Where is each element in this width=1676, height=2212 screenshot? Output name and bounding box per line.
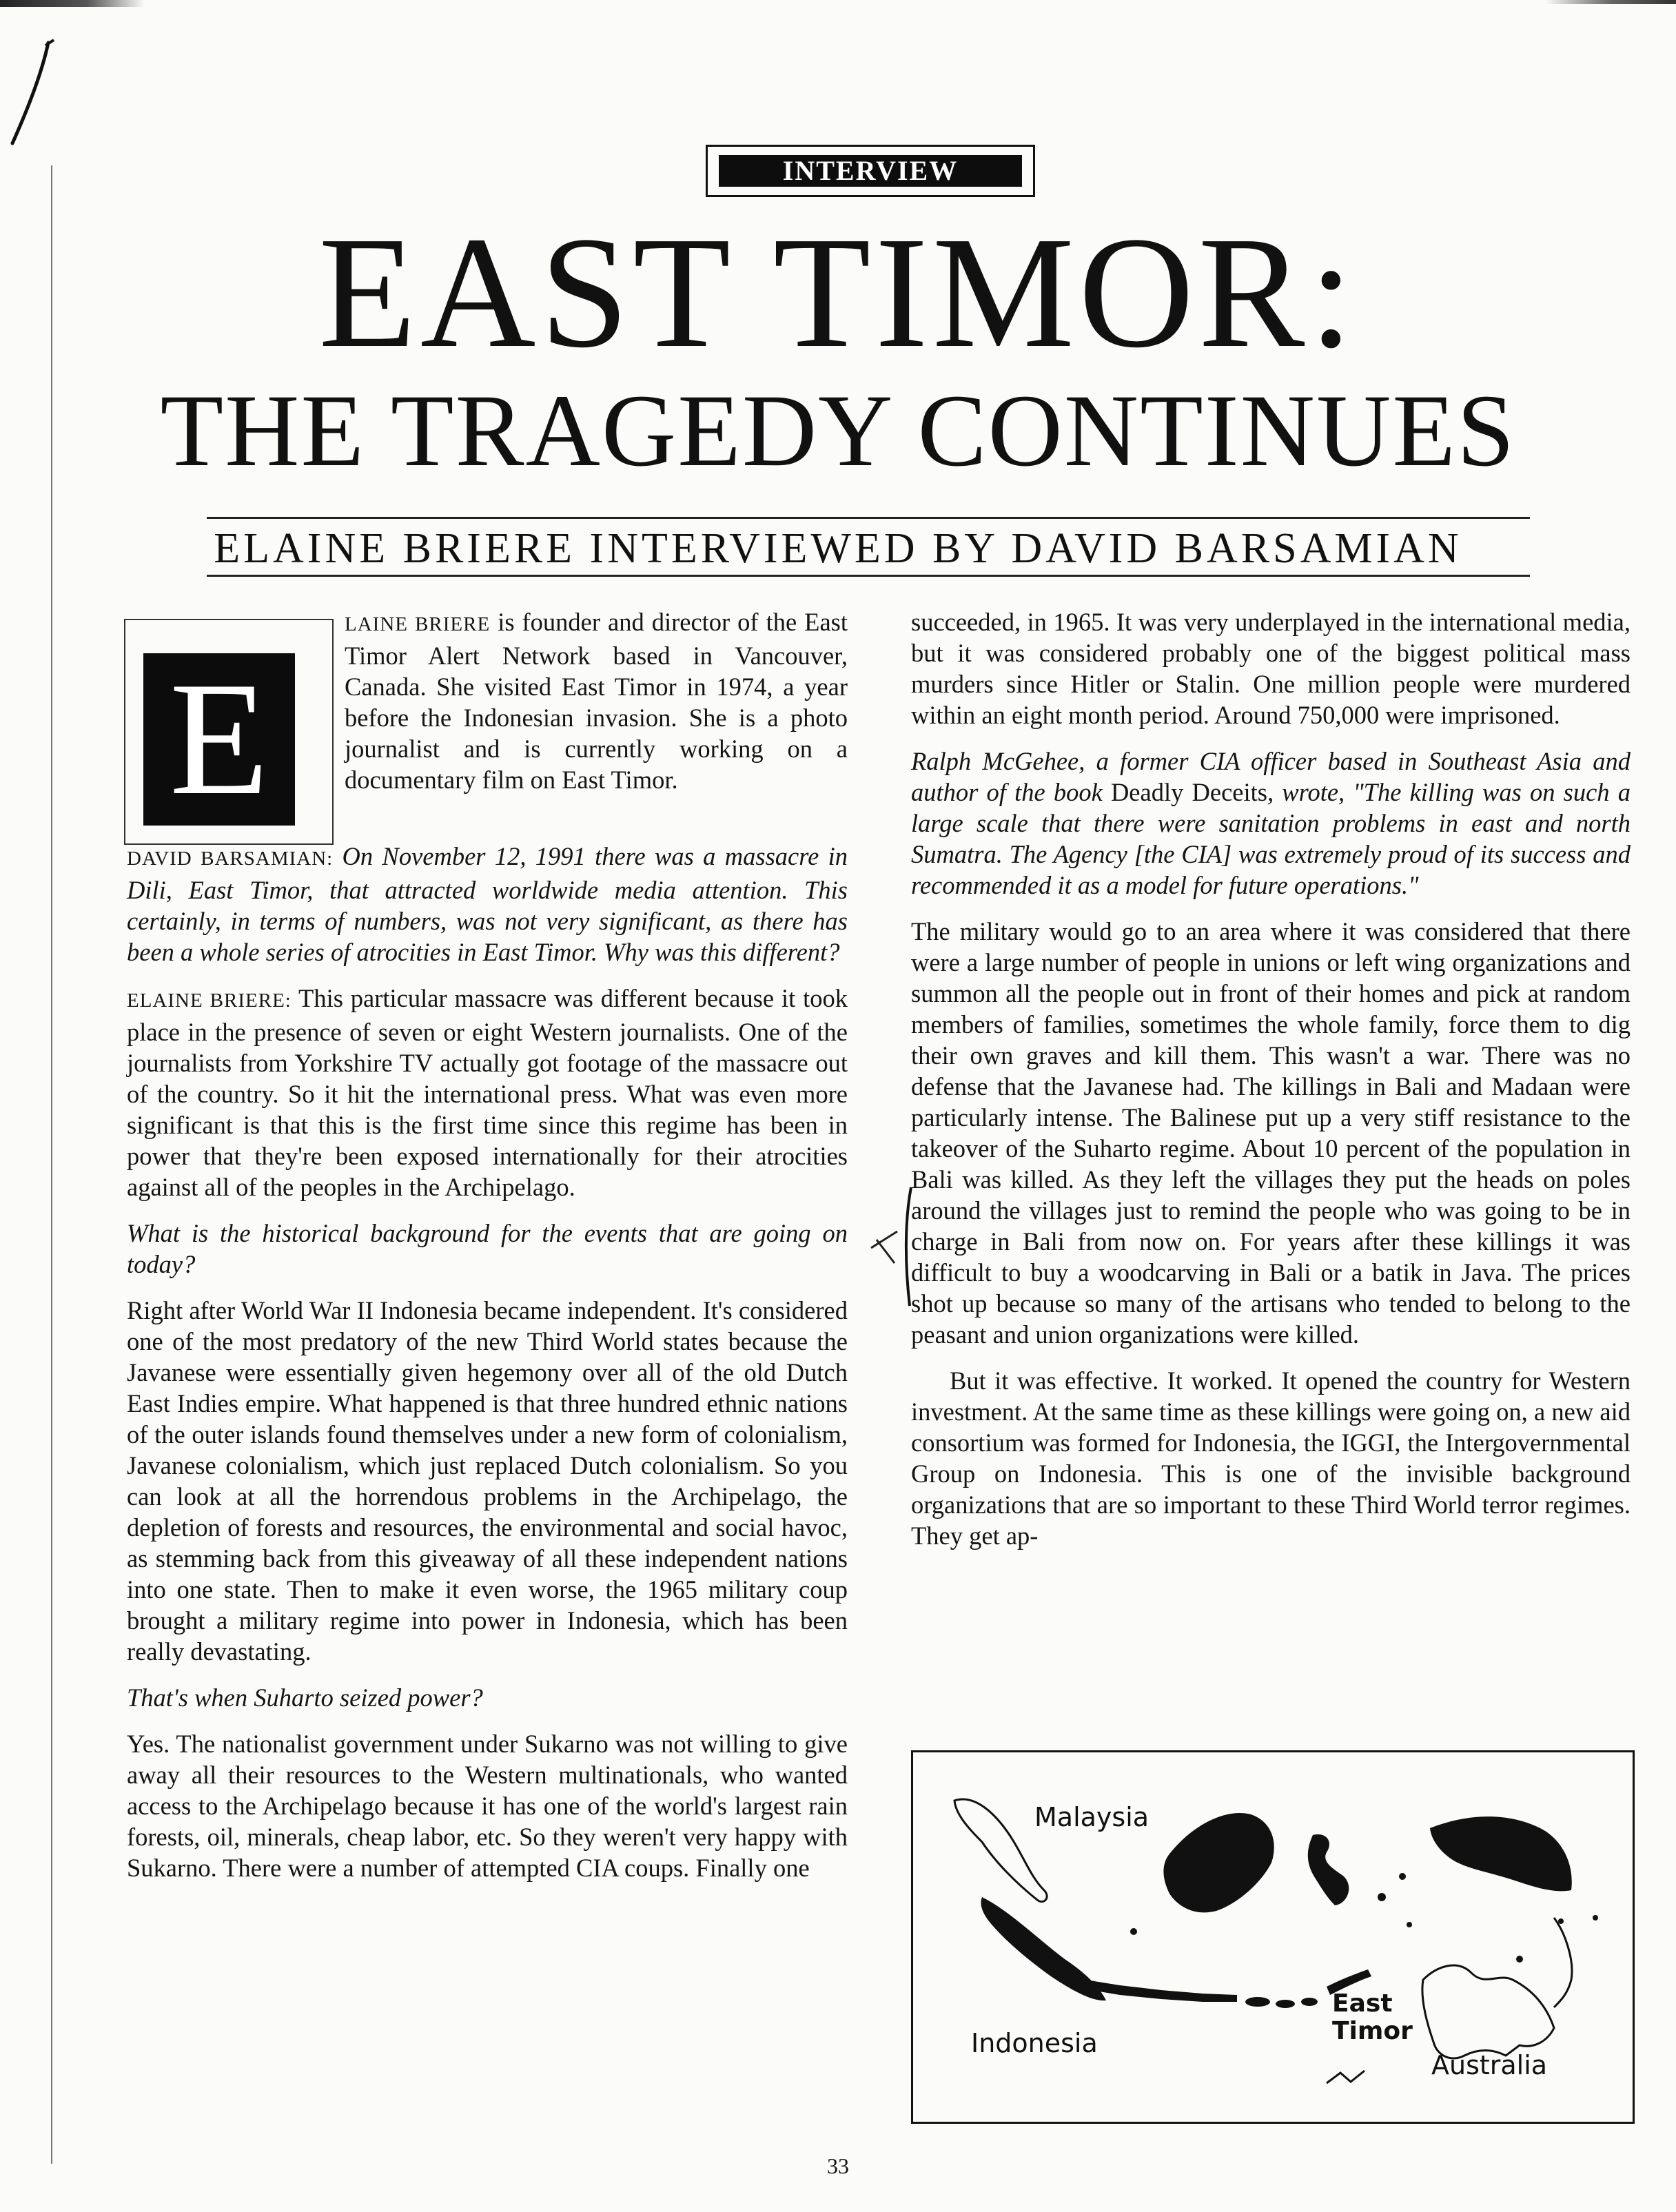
question-text: Ralph McGehee, a former CIA officer based in Southeast Asia and author of the book bbox=[911, 747, 1631, 806]
interview-answer: But it was effective. It worked. It opened the country for Western investment. At the same time as these killings were going on, a new aid consortium was formed for Indonesia, the IGGI, the Intergovernmental Group on Indonesia. This is one of the invisible background organizations that are so important to these Third World terror regimes. They get ap- bbox=[911, 1366, 1631, 1550]
byline-rule-top bbox=[207, 517, 1530, 519]
interview-question: That's when Suharto seized power? bbox=[127, 1683, 483, 1712]
question-text: On November 12, 1991 there was a massacre in Dili, East Timor, that attracted worldwide media attention. This certainly, in terms of numbers, was not very significant, as there has been a whole series of atrocities in East Timor. Why was this different? bbox=[127, 842, 848, 966]
scan-edge-shadow bbox=[1545, 0, 1676, 4]
answer-text: This particular massacre was different because it took place in the presence of seven or eight Western journalists. One of the journalists from Yorkshire TV actually got footage of the massacre out of the country. So it hit the international press. What was even more significant is that this is the first time since this regime has been in power that they're been exposed internationally for their atrocities against all of the peoples in the Archipelago. bbox=[127, 984, 848, 1201]
intro-paragraph bbox=[345, 606, 848, 816]
map-label-indonesia: Indonesia bbox=[971, 2028, 1098, 2058]
interview-answer: Yes. The nationalist government under Sukarno was not willing to give away all their resources to the Western multinationals, who wanted access to the Archipelago because it has one of the world's largest rain forests, oil, minerals, cheap labor, etc. So they weren't very happy with Sukarno. There were a number of attempted CIA coups. Finally one bbox=[127, 1730, 848, 1882]
intro-lead: LAINE BRIERE bbox=[345, 613, 491, 635]
interview-question bbox=[127, 841, 848, 967]
margin-annotation-mark bbox=[870, 1182, 918, 1313]
byline-rule-bottom bbox=[207, 575, 1530, 577]
page-number: 33 bbox=[827, 2153, 849, 2178]
speaker-label: DAVID BARSAMIAN: bbox=[127, 848, 334, 870]
scan-edge-shadow bbox=[0, 0, 145, 7]
answer-continuation: succeeded, in 1965. It was very underplayed in the international media, but it was considered probably one of the biggest political mass murders since Hitler or Stalin. One million people were murdered within an eight month period. Around 750,000 were imprisoned. bbox=[911, 608, 1631, 729]
article-column-right bbox=[911, 606, 1631, 1566]
map-label-malaysia: Malaysia bbox=[1034, 1802, 1149, 1832]
map-figure bbox=[911, 1750, 1635, 2124]
article-column-left bbox=[127, 606, 848, 1898]
interview-answer: Right after World War II Indonesia became independent. It's considered one of the most predatory of the new Third World states because the Javanese were essentially given hegemony over all of the old Dutch East Indies empire. What happened is that three hundred ethnic nations of the outer islands found themselves under a new form of colonialism, Javanese colonialism, which just replaced Dutch colonialism. So you can look at all the horrendous problems in the Archipelago, the depletion of forests and resources, the environmental and social havoc, as stemming back from this giveaway of all these independent nations into one state. Then to make it even worse, the 1965 military coup brought a military regime into power in Indonesia, which has been really devastating. bbox=[127, 1296, 848, 1666]
byline: ELAINE BRIERE INTERVIEWED BY DAVID BARSAMIAN bbox=[214, 525, 1462, 572]
interview-answer: The military would go to an area where it was considered that there were a large number of people in unions or left wing organizations and summon all the people out in front of their homes and pick at random members of families, sometimes the whole family, force them to dig their own graves and kill them. This wasn't a war. There was no defense that the Javanese had. The killings in Bali and Madaan were particularly intense. The Balinese put up a very stiff resistance to the takeover of the Suharto regime. About 10 percent of the population in Bali was killed. As they left the villages they put the heads on poles around the villages just to remind the people who was going to be in charge in Bali from now on. For years after these killings it was difficult to buy a woodcarving in Bali or a batik in Java. The prices shot up because so many of the artisans who tended to belong to the peasant and union organizations were killed. bbox=[911, 917, 1631, 1349]
interview-question: What is the historical background for the events that are going on today? bbox=[127, 1219, 848, 1278]
interview-question bbox=[911, 746, 1631, 901]
drop-cap: E bbox=[143, 653, 295, 826]
intro-text: is founder and director of the East Timor Alert Network based in Vancouver, Canada. She visited East Timor in 1974, a year before the Indonesian invasion. She is a photo journalist and is currently working on a documentary film on East Timor. bbox=[345, 608, 848, 794]
headline-line-2: THE TRAGEDY CONTINUES bbox=[160, 373, 1516, 488]
section-tag bbox=[706, 145, 1035, 197]
question-text: , wrote, "The killing was on such a large scale that there were sanitation problems in east and north Sumatra. The Agency [the CIA] was extremely proud of its success and recommended it as a model for future operations." bbox=[911, 778, 1631, 899]
headline-line-1: EAST TIMOR: bbox=[318, 204, 1358, 381]
map-label-east-timor: East Timor bbox=[1332, 1989, 1413, 2045]
speaker-label: ELAINE BRIERE: bbox=[127, 990, 292, 1012]
book-title: Deadly Deceits bbox=[1110, 778, 1267, 806]
interview-answer bbox=[127, 983, 848, 1202]
map-label-australia: Australia bbox=[1431, 2050, 1548, 2080]
pen-stroke-mark bbox=[3, 28, 58, 152]
section-tag-label: INTERVIEW bbox=[719, 155, 1022, 187]
